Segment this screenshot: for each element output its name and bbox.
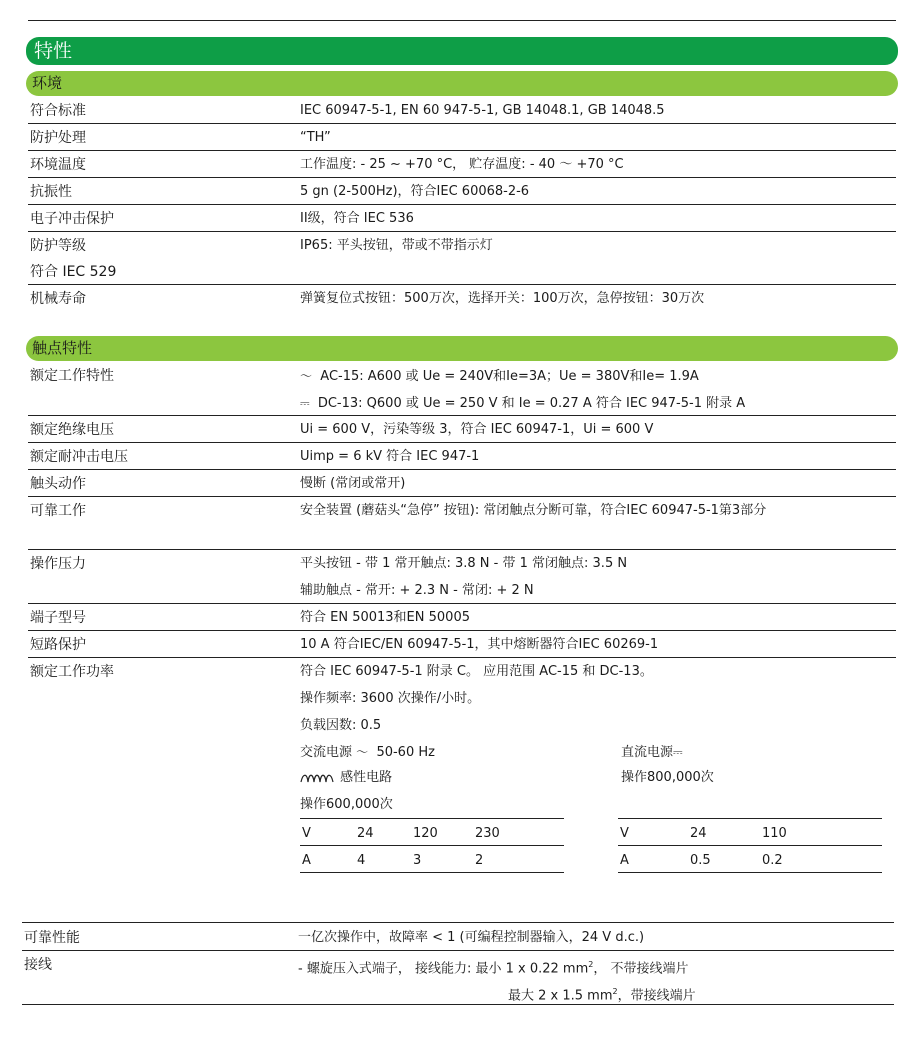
env-value-temperature: 工作温度: - 25 ~ +70 °C， 贮存温度: - 40 ～ +70 °C [300, 157, 624, 172]
dc-table-a-cell: 0.2 [762, 853, 783, 868]
ac-table-bottom-rule [300, 872, 564, 873]
row-divider [28, 123, 896, 124]
dc-table-a-unit: A [620, 853, 629, 868]
ac-table-v-cell: 24 [357, 826, 374, 841]
wiring-max-text: 最大 2 x 1.5 mm [508, 988, 613, 1004]
ac-supply-line [300, 743, 435, 762]
row-divider [28, 603, 896, 604]
row-divider [28, 284, 896, 285]
ac15-text: AC-15: A600 或 Ue = 240V和Ie=3A；Ue = 380V和Ie= 1.9A [320, 369, 699, 384]
contact-label-short: 短路保护 [30, 637, 86, 653]
power-line-3: 负载因数: 0.5 [300, 718, 382, 733]
ac-table-v-unit: V [302, 826, 311, 841]
ac-table-a-unit: A [302, 853, 311, 868]
row-divider [28, 231, 896, 232]
env-label-shock: 电子冲击保护 [30, 211, 114, 227]
contact-label-insulation: 额定绝缘电压 [30, 422, 114, 438]
contact-label-terminal: 端子型号 [30, 610, 86, 626]
dc-table-bottom-rule [618, 872, 882, 873]
inductive-line [300, 769, 392, 787]
row-divider [28, 549, 896, 550]
ac-table-a-cell: 3 [413, 853, 422, 868]
row-divider [28, 469, 896, 470]
dc-table-a-cell: 0.5 [690, 853, 711, 868]
env-label-standard: 符合标准 [30, 103, 86, 119]
env-label-treatment: 防护处理 [30, 130, 86, 146]
contact-value-terminal: 符合 EN 50013和EN 50005 [300, 610, 470, 625]
ac-table-a-cell: 4 [357, 853, 366, 868]
contact-label-power: 额定工作功率 [30, 664, 114, 680]
row-divider [22, 950, 894, 951]
env-label-vibration: 抗振性 [30, 184, 72, 200]
footer-value-wiring-2 [508, 983, 696, 1005]
env-label-iec529: 符合 IEC 529 [30, 264, 117, 280]
ac-wave-icon: 〜 [356, 745, 369, 759]
dc13-text: DC-13: Q600 或 Ue = 250 V 和 Ie = 0.27 A 符合 IEC 947-5-1 附录 A [317, 396, 746, 411]
ac-table-v-cell: 120 [413, 826, 438, 841]
superscript: 2 [612, 987, 618, 996]
wiring-max-tail: ，带接线端片 [617, 988, 696, 1004]
contact-value-pressure-1: 平头按钮 - 带 1 常开触点: 3.8 N - 带 1 常闭触点: 3.5 N [300, 556, 628, 571]
ac-symbol-icon: 〜 [300, 369, 313, 383]
footer-bottom-rule [22, 1004, 894, 1005]
contact-label-reliable: 可靠工作 [30, 503, 86, 519]
contact-label-pressure: 操作压力 [30, 556, 86, 572]
row-divider [28, 630, 896, 631]
contact-heading: 触点特性 [32, 339, 93, 357]
row-divider [28, 442, 896, 443]
contact-value-dc13 [300, 394, 745, 413]
page-title: 特性 [34, 40, 73, 62]
dc-supply-line [621, 743, 683, 762]
contact-value-action: 慢断 (常闭或常开) [300, 476, 406, 491]
dc-symbol-icon: ⎓ [300, 396, 310, 410]
ac-supply-freq: 50-60 Hz [376, 745, 435, 760]
dc-table-v-cell: 110 [762, 826, 787, 841]
power-line-1: 符合 IEC 60947-5-1 附录 C。 应用范围 AC-15 和 DC-13。 [300, 664, 653, 679]
env-value-standard: IEC 60947-5-1, EN 60 947-5-1, GB 14048.1, GB 14048.5 [300, 103, 665, 118]
contact-value-pressure-2: 辅助触点 - 常开: + 2.3 N - 常闭: + 2 N [300, 583, 534, 598]
ac-table-top-rule [300, 818, 564, 819]
dc-symbol-icon: ⎓ [673, 745, 683, 759]
footer-label-reliability: 可靠性能 [24, 930, 80, 946]
inductor-coil-icon [300, 772, 336, 784]
contact-label-action: 触头动作 [30, 476, 86, 492]
ac-table-v-cell: 230 [475, 826, 500, 841]
contact-value-insulation: Ui = 600 V，污染等级 3，符合 IEC 60947-1，Ui = 600 V [300, 422, 654, 437]
env-heading-bar [26, 71, 898, 96]
top-rule [28, 20, 896, 21]
env-label-temperature: 环境温度 [30, 157, 86, 173]
contact-value-reliable: 安全装置 (蘑菇头“急停” 按钮): 常闭触点分断可靠，符合IEC 60947-5-1第3部分 [300, 503, 767, 518]
dc-supply-label: 直流电源 [621, 745, 674, 760]
env-value-treatment: “TH” [300, 130, 331, 145]
footer-value-wiring-1 [298, 956, 688, 978]
contact-value-impulse: Uimp = 6 kV 符合 IEC 947-1 [300, 449, 480, 464]
footer-label-wiring: 接线 [24, 957, 52, 973]
contact-label-impulse: 额定耐冲击电压 [30, 449, 128, 465]
dc-ops: 操作800,000次 [621, 770, 714, 785]
env-value-shock: II级，符合 IEC 536 [300, 211, 414, 226]
env-label-mech-life: 机械寿命 [30, 291, 86, 307]
dc-table-top-rule [618, 818, 882, 819]
env-label-protection: 防护等级 [30, 238, 86, 254]
ac-ops: 操作600,000次 [300, 797, 393, 812]
footer-value-reliability: 一亿次操作中，故障率 < 1 (可编程控制器输入，24 V d.c.) [298, 930, 645, 945]
env-value-protection: IP65: 平头按钮，带或不带指示灯 [300, 238, 493, 253]
section-title-bar [26, 37, 898, 65]
dc-table-v-cell: 24 [690, 826, 707, 841]
contact-value-ac15 [300, 367, 699, 386]
inductive-label: 感性电路 [340, 770, 393, 785]
ac-supply-label: 交流电源 [300, 745, 353, 760]
wiring-min-tail: ， 不带接线端片 [593, 961, 689, 977]
contact-heading-bar [26, 336, 898, 361]
wiring-min-text: - 螺旋压入式端子， 接线能力: 最小 1 x 0.22 mm [298, 961, 589, 977]
superscript: 2 [588, 960, 594, 969]
env-heading: 环境 [32, 74, 63, 92]
row-divider [28, 496, 896, 497]
ac-table-a-cell: 2 [475, 853, 484, 868]
dc-table-mid-rule [618, 845, 882, 846]
ac-table-mid-rule [300, 845, 564, 846]
env-value-mech-life: 弹簧复位式按钮：500万次，选择开关：100万次，急停按钮：30万次 [300, 291, 705, 306]
row-divider [28, 657, 896, 658]
row-divider [28, 177, 896, 178]
env-value-vibration: 5 gn (2-500Hz)，符合IEC 60068-2-6 [300, 184, 530, 199]
dc-table-v-unit: V [620, 826, 629, 841]
contact-value-short: 10 A 符合IEC/EN 60947-5-1，其中熔断器符合IEC 60269-1 [300, 637, 659, 652]
row-divider [28, 204, 896, 205]
row-divider [28, 415, 896, 416]
footer-top-rule [22, 922, 894, 923]
contact-label-rated-op: 额定工作特性 [30, 368, 114, 384]
row-divider [28, 150, 896, 151]
power-line-2: 操作频率: 3600 次操作/小时。 [300, 691, 481, 706]
